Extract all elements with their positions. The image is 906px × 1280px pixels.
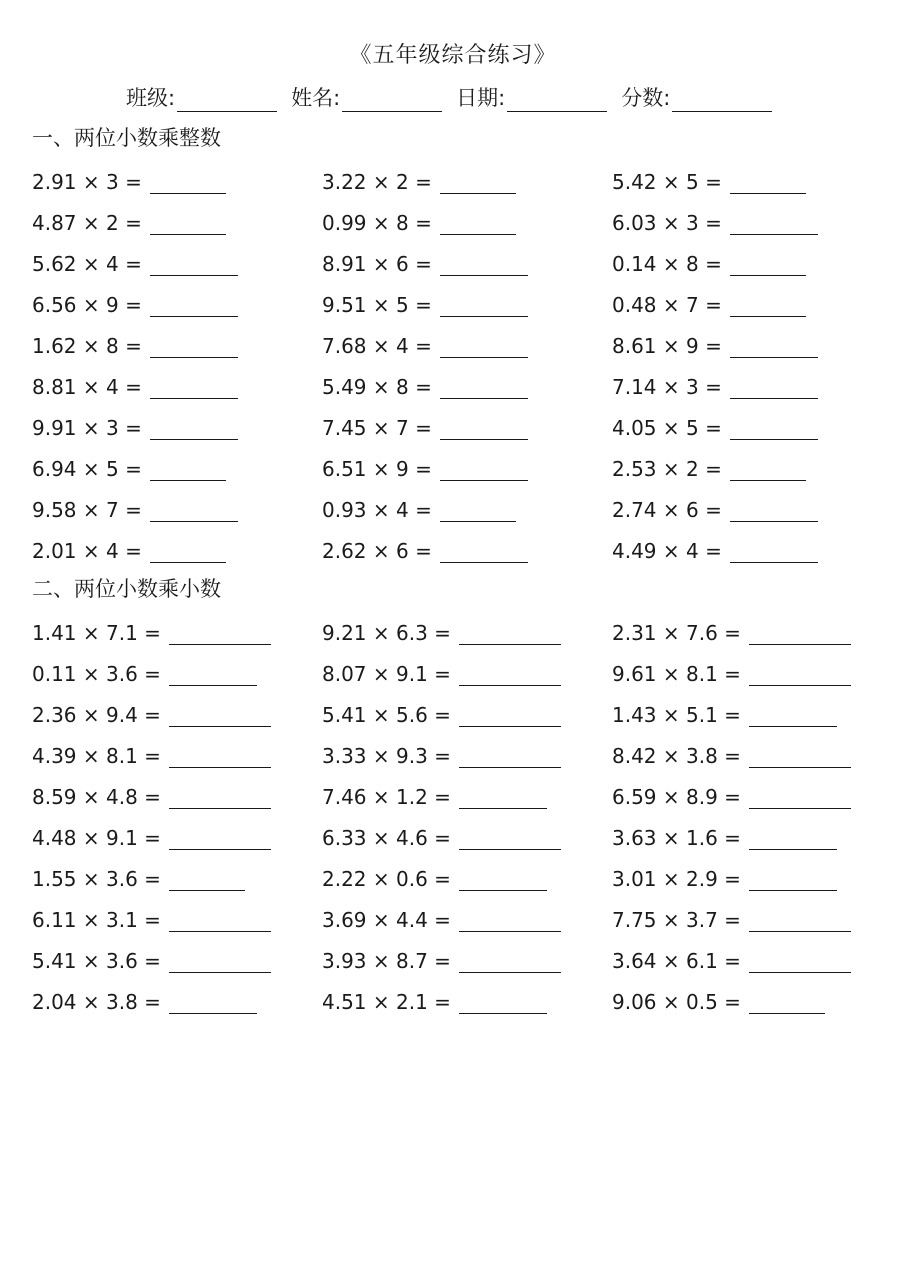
problem-item xyxy=(612,699,892,727)
problem-item xyxy=(32,371,322,399)
answer-blank[interactable] xyxy=(459,870,547,891)
problem-expression: 3.93 × 8.7 = xyxy=(322,949,451,973)
problem-expression: 4.87 × 2 = xyxy=(32,211,142,235)
answer-blank[interactable] xyxy=(169,829,271,850)
problem-expression: 4.48 × 9.1 = xyxy=(32,826,161,850)
answer-blank[interactable] xyxy=(730,214,818,235)
problem-item xyxy=(612,822,892,850)
problem-expression: 6.03 × 3 = xyxy=(612,211,722,235)
answer-blank[interactable] xyxy=(440,255,528,276)
answer-blank[interactable] xyxy=(730,173,806,194)
problem-item xyxy=(612,658,892,686)
answer-blank[interactable] xyxy=(169,788,271,809)
answer-blank[interactable] xyxy=(150,214,226,235)
answer-blank[interactable] xyxy=(440,296,528,317)
problem-item xyxy=(322,453,612,481)
answer-blank[interactable] xyxy=(730,419,818,440)
problem-expression: 9.06 × 0.5 = xyxy=(612,990,741,1014)
problem-item xyxy=(612,945,892,973)
answer-blank[interactable] xyxy=(730,460,806,481)
problem-expression: 9.51 × 5 = xyxy=(322,293,432,317)
answer-blank[interactable] xyxy=(150,419,238,440)
answer-blank[interactable] xyxy=(730,501,818,522)
class-blank[interactable] xyxy=(177,91,277,112)
answer-blank[interactable] xyxy=(459,788,547,809)
problem-expression: 4.05 × 5 = xyxy=(612,416,722,440)
answer-blank[interactable] xyxy=(749,624,851,645)
problem-expression: 9.21 × 6.3 = xyxy=(322,621,451,645)
problem-expression: 1.43 × 5.1 = xyxy=(612,703,741,727)
answer-blank[interactable] xyxy=(749,952,851,973)
answer-blank[interactable] xyxy=(150,173,226,194)
answer-blank[interactable] xyxy=(440,337,528,358)
answer-blank[interactable] xyxy=(730,378,818,399)
problem-item xyxy=(322,412,612,440)
problem-expression: 7.46 × 1.2 = xyxy=(322,785,451,809)
problem-item xyxy=(612,453,892,481)
problem-expression: 4.49 × 4 = xyxy=(612,539,722,563)
worksheet-title: 《五年级综合练习》 xyxy=(349,43,557,68)
problem-item xyxy=(32,412,322,440)
problem-expression: 8.91 × 6 = xyxy=(322,252,432,276)
problem-expression: 1.55 × 3.6 = xyxy=(32,867,161,891)
problem-expression: 3.63 × 1.6 = xyxy=(612,826,741,850)
section-1-problems xyxy=(32,166,892,576)
problem-expression: 6.56 × 9 = xyxy=(32,293,142,317)
problem-item xyxy=(322,904,612,932)
answer-blank[interactable] xyxy=(440,378,528,399)
answer-blank[interactable] xyxy=(440,542,528,563)
problem-expression: 8.81 × 4 = xyxy=(32,375,142,399)
answer-blank[interactable] xyxy=(169,665,257,686)
problem-item xyxy=(32,453,322,481)
problem-expression: 6.94 × 5 = xyxy=(32,457,142,481)
problem-item xyxy=(32,945,322,973)
problem-expression: 0.11 × 3.6 = xyxy=(32,662,161,686)
answer-blank[interactable] xyxy=(169,624,271,645)
answer-blank[interactable] xyxy=(749,706,837,727)
problem-expression: 5.41 × 3.6 = xyxy=(32,949,161,973)
problem-item xyxy=(32,740,322,768)
problem-item xyxy=(32,986,322,1014)
problem-item xyxy=(32,822,322,850)
problem-expression: 1.62 × 8 = xyxy=(32,334,142,358)
section-2-title: 二、两位小数乘小数 xyxy=(32,577,221,601)
problem-item xyxy=(322,740,612,768)
answer-blank[interactable] xyxy=(459,911,561,932)
problem-item xyxy=(612,986,892,1014)
answer-blank[interactable] xyxy=(749,747,851,768)
problem-expression: 2.74 × 6 = xyxy=(612,498,722,522)
answer-blank[interactable] xyxy=(440,173,516,194)
problem-expression: 8.07 × 9.1 = xyxy=(322,662,451,686)
answer-blank[interactable] xyxy=(440,460,528,481)
problem-item xyxy=(612,494,892,522)
problem-expression: 2.53 × 2 = xyxy=(612,457,722,481)
problem-item xyxy=(612,207,892,235)
problem-expression: 6.51 × 9 = xyxy=(322,457,432,481)
answer-blank[interactable] xyxy=(459,747,561,768)
problem-item xyxy=(612,412,892,440)
problem-item xyxy=(322,945,612,973)
problem-expression: 4.39 × 8.1 = xyxy=(32,744,161,768)
problem-expression: 6.11 × 3.1 = xyxy=(32,908,161,932)
problem-item xyxy=(322,330,612,358)
problem-item xyxy=(612,371,892,399)
problem-item xyxy=(32,699,322,727)
date-field xyxy=(456,82,607,112)
problem-item xyxy=(32,207,322,235)
answer-blank[interactable] xyxy=(150,542,226,563)
score-blank[interactable] xyxy=(672,91,772,112)
problem-expression: 3.64 × 6.1 = xyxy=(612,949,741,973)
problem-expression: 8.61 × 9 = xyxy=(612,334,722,358)
problem-expression: 9.91 × 3 = xyxy=(32,416,142,440)
problem-item xyxy=(612,863,892,891)
problem-item xyxy=(322,289,612,317)
problem-item xyxy=(612,904,892,932)
answer-blank[interactable] xyxy=(730,296,806,317)
problem-item xyxy=(32,617,322,645)
answer-blank[interactable] xyxy=(730,255,806,276)
problem-expression: 2.22 × 0.6 = xyxy=(322,867,451,891)
problem-item xyxy=(32,904,322,932)
problem-expression: 0.14 × 8 = xyxy=(612,252,722,276)
problem-expression: 9.61 × 8.1 = xyxy=(612,662,741,686)
answer-blank[interactable] xyxy=(169,911,271,932)
name-label: 姓名: xyxy=(291,86,341,110)
problem-expression: 2.36 × 9.4 = xyxy=(32,703,161,727)
problem-expression: 3.01 × 2.9 = xyxy=(612,867,741,891)
answer-blank[interactable] xyxy=(169,870,245,891)
problem-expression: 2.91 × 3 = xyxy=(32,170,142,194)
answer-blank[interactable] xyxy=(150,460,226,481)
problem-expression: 6.59 × 8.9 = xyxy=(612,785,741,809)
answer-blank[interactable] xyxy=(749,870,837,891)
problem-expression: 2.04 × 3.8 = xyxy=(32,990,161,1014)
problem-expression: 7.45 × 7 = xyxy=(322,416,432,440)
problem-item xyxy=(612,781,892,809)
problem-expression: 0.48 × 7 = xyxy=(612,293,722,317)
problem-item xyxy=(32,330,322,358)
problem-expression: 5.42 × 5 = xyxy=(612,170,722,194)
answer-blank[interactable] xyxy=(749,911,851,932)
problem-item xyxy=(322,658,612,686)
problem-item xyxy=(322,494,612,522)
problem-item xyxy=(322,699,612,727)
problem-item xyxy=(322,863,612,891)
problem-expression: 5.62 × 4 = xyxy=(32,252,142,276)
problem-expression: 9.58 × 7 = xyxy=(32,498,142,522)
problem-item xyxy=(612,535,892,563)
answer-blank[interactable] xyxy=(169,993,257,1014)
problem-expression: 1.41 × 7.1 = xyxy=(32,621,161,645)
problem-item xyxy=(612,330,892,358)
problem-expression: 7.75 × 3.7 = xyxy=(612,908,741,932)
answer-blank[interactable] xyxy=(459,706,561,727)
problem-item xyxy=(32,535,322,563)
answer-blank[interactable] xyxy=(440,419,528,440)
problem-expression: 7.14 × 3 = xyxy=(612,375,722,399)
problem-expression: 2.62 × 6 = xyxy=(322,539,432,563)
section-1-title: 一、两位小数乘整数 xyxy=(32,126,221,150)
problem-expression: 0.93 × 4 = xyxy=(322,498,432,522)
problem-item xyxy=(322,822,612,850)
problem-expression: 6.33 × 4.6 = xyxy=(322,826,451,850)
answer-blank[interactable] xyxy=(459,993,547,1014)
problem-item xyxy=(322,781,612,809)
score-field xyxy=(621,82,772,112)
problem-item xyxy=(322,535,612,563)
problem-expression: 7.68 × 4 = xyxy=(322,334,432,358)
answer-blank[interactable] xyxy=(150,378,238,399)
name-blank[interactable] xyxy=(342,91,442,112)
answer-blank[interactable] xyxy=(459,665,561,686)
problem-item xyxy=(32,289,322,317)
problem-expression: 8.59 × 4.8 = xyxy=(32,785,161,809)
problem-item xyxy=(32,863,322,891)
answer-blank[interactable] xyxy=(169,747,271,768)
class-label: 班级: xyxy=(126,86,176,110)
problem-expression: 3.33 × 9.3 = xyxy=(322,744,451,768)
problem-expression: 0.99 × 8 = xyxy=(322,211,432,235)
problem-item xyxy=(322,166,612,194)
problem-item xyxy=(322,371,612,399)
answer-blank[interactable] xyxy=(440,501,516,522)
section-2-problems xyxy=(32,617,892,1027)
problem-item xyxy=(612,617,892,645)
problem-item xyxy=(322,986,612,1014)
answer-blank[interactable] xyxy=(749,788,851,809)
answer-blank[interactable] xyxy=(749,993,825,1014)
class-field xyxy=(126,82,277,112)
problem-expression: 3.22 × 2 = xyxy=(322,170,432,194)
problem-item xyxy=(32,248,322,276)
problem-item xyxy=(612,289,892,317)
problem-item xyxy=(32,781,322,809)
date-label: 日期: xyxy=(456,86,506,110)
answer-blank[interactable] xyxy=(150,501,238,522)
answer-blank[interactable] xyxy=(459,952,561,973)
answer-blank[interactable] xyxy=(150,255,238,276)
answer-blank[interactable] xyxy=(440,214,516,235)
problem-expression: 2.01 × 4 = xyxy=(32,539,142,563)
answer-blank[interactable] xyxy=(459,624,561,645)
date-blank[interactable] xyxy=(507,91,607,112)
problem-item xyxy=(322,248,612,276)
problem-expression: 8.42 × 3.8 = xyxy=(612,744,741,768)
problem-item xyxy=(612,166,892,194)
problem-item xyxy=(322,617,612,645)
answer-blank[interactable] xyxy=(169,952,271,973)
student-info-row xyxy=(126,84,786,112)
problem-expression: 3.69 × 4.4 = xyxy=(322,908,451,932)
problem-expression: 4.51 × 2.1 = xyxy=(322,990,451,1014)
problem-expression: 5.41 × 5.6 = xyxy=(322,703,451,727)
problem-expression: 2.31 × 7.6 = xyxy=(612,621,741,645)
problem-item xyxy=(612,740,892,768)
problem-item xyxy=(32,494,322,522)
answer-blank[interactable] xyxy=(730,542,818,563)
answer-blank[interactable] xyxy=(459,829,561,850)
answer-blank[interactable] xyxy=(749,829,837,850)
problem-expression: 5.49 × 8 = xyxy=(322,375,432,399)
answer-blank[interactable] xyxy=(169,706,271,727)
problem-item xyxy=(322,207,612,235)
answer-blank[interactable] xyxy=(749,665,851,686)
answer-blank[interactable] xyxy=(730,337,818,358)
answer-blank[interactable] xyxy=(150,337,238,358)
name-field xyxy=(291,82,442,112)
problem-item xyxy=(32,658,322,686)
problem-item xyxy=(32,166,322,194)
score-label: 分数: xyxy=(621,86,671,110)
problem-item xyxy=(612,248,892,276)
answer-blank[interactable] xyxy=(150,296,238,317)
